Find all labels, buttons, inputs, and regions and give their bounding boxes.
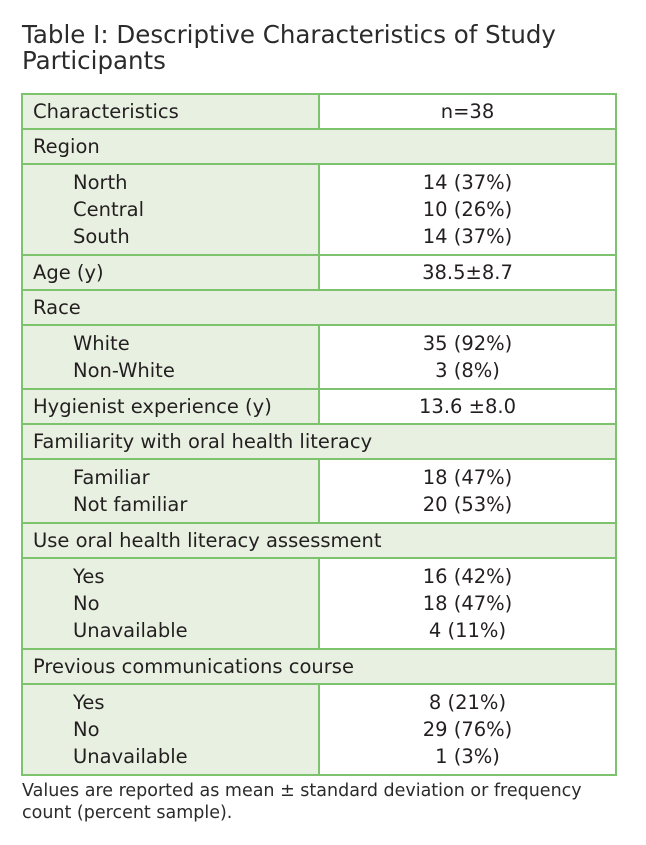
item-label: Central xyxy=(73,198,145,221)
group-label-cell xyxy=(22,684,319,775)
group-values xyxy=(320,165,615,254)
group-label-cell xyxy=(22,164,319,255)
row-value: 38.5±8.7 xyxy=(422,261,513,284)
section-heading: Familiarity with oral health literacy xyxy=(33,430,373,453)
value-cell xyxy=(319,389,616,424)
item-value: 4 (11%) xyxy=(428,619,507,642)
section-heading-row xyxy=(22,290,616,325)
section-heading-cell xyxy=(22,523,616,558)
header-value: n=38 xyxy=(440,100,495,123)
single-row xyxy=(22,255,616,290)
item-value: 10 (26%) xyxy=(422,198,513,221)
section-group-row xyxy=(22,459,616,523)
group-values xyxy=(320,326,615,388)
section-group-row xyxy=(22,164,616,255)
item-value: 3 (8%) xyxy=(435,359,500,382)
row-label: Hygienist experience (y) xyxy=(33,395,272,418)
footnote: Values are reported as mean ± standard deviation or frequency count (percent sample). xyxy=(22,781,582,823)
section-group-row xyxy=(22,558,616,649)
section-heading-row xyxy=(22,424,616,459)
section-group-row xyxy=(22,325,616,389)
item-label: South xyxy=(73,225,130,248)
row-value: 13.6 ±8.0 xyxy=(419,395,516,418)
group-value-cell xyxy=(319,558,616,649)
section-heading: Race xyxy=(33,296,81,319)
section-heading-cell xyxy=(22,129,616,164)
section-heading-cell xyxy=(22,290,616,325)
item-label: Unavailable xyxy=(73,619,188,642)
item-label: Yes xyxy=(73,565,105,588)
label-cell xyxy=(22,389,319,424)
item-label: North xyxy=(73,171,128,194)
item-value: 18 (47%) xyxy=(422,592,513,615)
header-value-cell xyxy=(319,94,616,129)
group-label-cell xyxy=(22,459,319,523)
group-labels xyxy=(23,326,318,388)
item-value: 1 (3%) xyxy=(435,745,500,768)
group-label-cell xyxy=(22,558,319,649)
item-value: 18 (47%) xyxy=(422,466,513,489)
section-heading: Region xyxy=(33,135,100,158)
item-value: 14 (37%) xyxy=(422,225,513,248)
group-labels xyxy=(23,460,318,522)
header-label: Characteristics xyxy=(33,100,179,123)
item-value: 29 (76%) xyxy=(422,718,513,741)
characteristics-table xyxy=(21,93,617,776)
section-heading: Previous communications course xyxy=(33,655,354,678)
group-value-cell xyxy=(319,325,616,389)
group-label-cell xyxy=(22,325,319,389)
group-labels xyxy=(23,165,318,254)
item-value: 20 (53%) xyxy=(422,493,513,516)
item-label: No xyxy=(73,592,100,615)
item-value: 14 (37%) xyxy=(422,171,513,194)
item-label: Not familiar xyxy=(73,493,188,516)
section-heading-cell xyxy=(22,424,616,459)
section-heading-row xyxy=(22,523,616,558)
item-label: Yes xyxy=(73,691,105,714)
group-value-cell xyxy=(319,684,616,775)
group-value-cell xyxy=(319,164,616,255)
item-label: White xyxy=(73,332,130,355)
group-value-cell xyxy=(319,459,616,523)
table-title: Table I: Descriptive Characteristics of Study Participants xyxy=(22,20,556,75)
row-label: Age (y) xyxy=(33,261,104,284)
header-label-cell xyxy=(22,94,319,129)
group-values xyxy=(320,460,615,522)
group-labels xyxy=(23,685,318,774)
section-heading: Use oral health literacy assessment xyxy=(33,529,382,552)
section-heading-row xyxy=(22,129,616,164)
label-cell xyxy=(22,255,319,290)
header-row xyxy=(22,94,616,129)
item-label: Unavailable xyxy=(73,745,188,768)
item-value: 8 (21%) xyxy=(428,691,507,714)
item-label: Non-White xyxy=(73,359,175,382)
single-row xyxy=(22,389,616,424)
item-label: No xyxy=(73,718,100,741)
item-label: Familiar xyxy=(73,466,150,489)
section-heading-cell xyxy=(22,649,616,684)
table-body xyxy=(22,94,616,775)
group-values xyxy=(320,559,615,648)
group-values xyxy=(320,685,615,774)
item-value: 35 (92%) xyxy=(422,332,513,355)
value-cell xyxy=(319,255,616,290)
group-labels xyxy=(23,559,318,648)
section-heading-row xyxy=(22,649,616,684)
section-group-row xyxy=(22,684,616,775)
item-value: 16 (42%) xyxy=(422,565,513,588)
